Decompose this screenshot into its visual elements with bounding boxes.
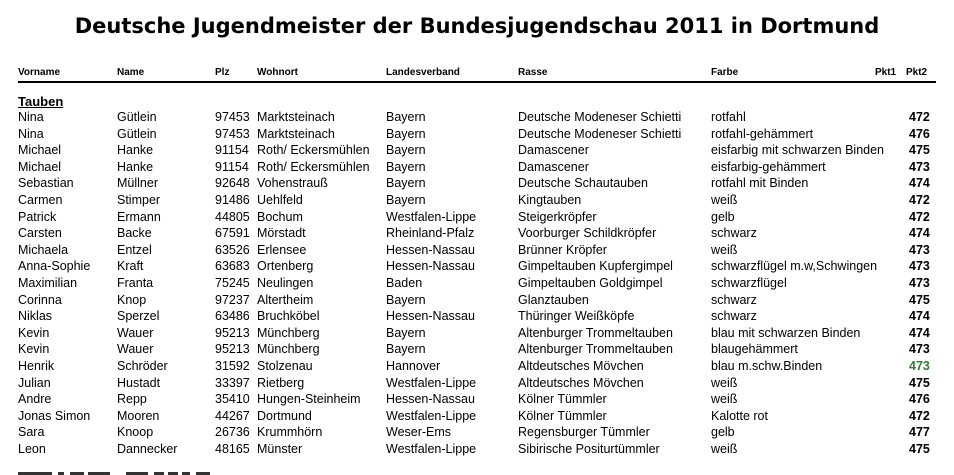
table-row — [0, 342, 954, 359]
cell-landesverband: Bayern — [386, 292, 426, 307]
cell-vorname: Andre — [18, 392, 52, 407]
cell-vorname: Nina — [18, 110, 44, 124]
cell-rasse: Deutsche Modeneser Schietti — [518, 126, 682, 141]
cell-name: Backe — [117, 226, 152, 241]
cell-plz: 97453 — [215, 126, 250, 141]
cell-vorname: Maximilian — [18, 276, 78, 290]
cell-vorname: Anna-Sophie — [18, 259, 91, 274]
cell-pkt2: 474 — [909, 226, 930, 241]
cell-vorname: Jonas Simon — [18, 408, 91, 423]
cell-vorname: Julian — [18, 375, 51, 390]
cell-pkt2: 473 — [909, 342, 930, 357]
cell-plz: 75245 — [215, 276, 250, 290]
cell-landesverband: Rheinland-Pfalz — [386, 226, 475, 241]
header-wohnort: Wohnort — [257, 67, 298, 78]
cell-landesverband: Hessen-Nassau — [386, 259, 475, 274]
cell-pkt2: 473 — [909, 359, 930, 373]
cell-farbe: eisfarbig mit schwarzen Binden — [711, 143, 884, 158]
cell-wohnort: Münchberg — [257, 325, 320, 340]
cell-rasse: Altenburger Trommeltauben — [518, 325, 673, 340]
cell-rasse: Gimpeltauben Goldgimpel — [518, 276, 663, 290]
cell-name: Wauer — [117, 325, 154, 340]
cell-vorname: Carsten — [18, 226, 62, 241]
cell-plz: 35410 — [215, 392, 250, 407]
page-title: Deutsche Jugendmeister der Bundesjugendschau 2011 in Dortmund — [74, 14, 880, 38]
cell-wohnort: Münchberg — [257, 342, 320, 357]
cell-name: Müllner — [117, 176, 158, 191]
cell-farbe: weiß — [711, 442, 738, 456]
cell-landesverband: Hessen-Nassau — [386, 242, 475, 257]
cell-name: Schröder — [117, 359, 168, 373]
cell-plz: 92648 — [215, 176, 250, 191]
cell-name: Hustadt — [117, 375, 161, 390]
cell-farbe: weiß — [711, 392, 738, 407]
cell-wohnort: Krummhörn — [257, 425, 323, 440]
table-row — [0, 160, 954, 177]
cell-plz: 31592 — [215, 359, 250, 373]
header-vorname: Vorname — [18, 67, 61, 78]
cell-rasse: Altenburger Trommeltauben — [518, 342, 673, 357]
header-farbe: Farbe — [711, 67, 739, 78]
cell-wohnort: Münster — [257, 442, 303, 456]
header-pkt1: Pkt1 — [875, 67, 897, 78]
cell-name: Gütlein — [117, 110, 157, 124]
cell-landesverband: Hessen-Nassau — [386, 309, 475, 324]
cell-name: Sperzel — [117, 309, 160, 324]
cell-pkt2: 476 — [909, 126, 930, 141]
table-row — [0, 276, 954, 293]
cell-landesverband: Bayern — [386, 126, 426, 141]
cell-rasse: Kölner Tümmler — [518, 408, 607, 423]
table-row — [0, 110, 954, 127]
cell-pkt2: 477 — [909, 425, 930, 440]
cell-name: Knop — [117, 292, 147, 307]
cell-pkt2: 474 — [909, 176, 930, 191]
cell-farbe: rotfahl — [711, 110, 746, 124]
cell-name: Kraft — [117, 259, 144, 274]
cell-rasse: Damascener — [518, 159, 589, 174]
section-title: Tauben — [18, 94, 64, 109]
cell-pkt2: 474 — [909, 325, 930, 340]
header-name: Name — [117, 67, 145, 78]
table-row — [0, 409, 954, 426]
header-divider — [18, 81, 936, 83]
cell-farbe: rotfahl mit Binden — [711, 176, 809, 191]
cell-vorname: Leon — [18, 442, 46, 456]
cell-pkt2: 475 — [909, 292, 930, 307]
cell-landesverband: Bayern — [386, 342, 426, 357]
table-row — [0, 392, 954, 409]
cell-wohnort: Neulingen — [257, 276, 314, 290]
cell-wohnort: Altertheim — [257, 292, 314, 307]
table-row — [0, 210, 954, 227]
cell-rasse: Glanztauben — [518, 292, 589, 307]
cell-farbe: blau m.schw.Binden — [711, 359, 823, 373]
cell-pkt2: 476 — [909, 392, 930, 407]
cell-rasse: Damascener — [518, 143, 589, 158]
cell-wohnort: Hungen-Steinheim — [257, 392, 361, 407]
cell-farbe: gelb — [711, 425, 735, 440]
cell-farbe: schwarz — [711, 226, 757, 241]
cell-name: Franta — [117, 276, 154, 290]
cell-pkt2: 473 — [909, 276, 930, 290]
cell-pkt2: 472 — [909, 193, 930, 207]
cell-plz: 97237 — [215, 292, 250, 307]
table-row — [0, 326, 954, 343]
cell-landesverband: Baden — [386, 276, 423, 290]
table-row — [0, 143, 954, 160]
cell-rasse: Gimpeltauben Kupfergimpel — [518, 259, 673, 274]
cell-rasse: Altdeutsches Mövchen — [518, 375, 644, 390]
cell-farbe: blau mit schwarzen Binden — [711, 325, 861, 340]
table-row — [0, 293, 954, 310]
table-row — [0, 193, 954, 210]
cell-name: Stimper — [117, 193, 161, 207]
cell-landesverband: Westfalen-Lippe — [386, 408, 477, 423]
cell-rasse: Sibirische Positurtümmler — [518, 442, 660, 456]
cell-plz: 67591 — [215, 226, 250, 241]
cell-plz: 44805 — [215, 209, 250, 224]
cell-farbe: Kalotte rot — [711, 408, 768, 423]
cell-rasse: Altdeutsches Mövchen — [518, 359, 644, 373]
table-row — [0, 243, 954, 260]
cell-landesverband: Bayern — [386, 176, 426, 191]
cell-wohnort: Marktsteinach — [257, 126, 335, 141]
cell-wohnort: Roth/ Eckersmühlen — [257, 143, 370, 158]
cell-name: Wauer — [117, 342, 154, 357]
cell-name: Hanke — [117, 143, 154, 158]
cell-name: Ermann — [117, 209, 161, 224]
cell-plz: 48165 — [215, 442, 250, 456]
cell-rasse: Steigerkröpfer — [518, 209, 597, 224]
cell-landesverband: Bayern — [386, 159, 426, 174]
header-landesverband: Landesverband — [386, 67, 460, 78]
cell-plz: 26736 — [215, 425, 250, 440]
cell-farbe: weiß — [711, 242, 738, 257]
cell-rasse: Deutsche Schautauben — [518, 176, 648, 191]
cell-farbe: weiß — [711, 193, 738, 207]
cell-rasse: Voorburger Schildkröpfer — [518, 226, 657, 241]
cell-farbe: schwarz — [711, 292, 757, 307]
cell-plz: 33397 — [215, 375, 250, 390]
table-row — [0, 176, 954, 193]
table-row — [0, 425, 954, 442]
cell-wohnort: Erlensee — [257, 242, 307, 257]
cell-plz: 63526 — [215, 242, 250, 257]
cell-landesverband: Westfalen-Lippe — [386, 375, 477, 390]
cell-pkt2: 472 — [909, 110, 930, 124]
cell-wohnort: Ortenberg — [257, 259, 314, 274]
cell-plz: 44267 — [215, 408, 250, 423]
cell-vorname: Carmen — [18, 193, 63, 207]
cell-rasse: Regensburger Tümmler — [518, 425, 650, 440]
cut-off-text-fragment — [18, 466, 218, 475]
cell-pkt2: 472 — [909, 408, 930, 423]
cell-vorname: Nina — [18, 126, 44, 141]
cell-rasse: Deutsche Modeneser Schietti — [518, 110, 682, 124]
cell-landesverband: Weser-Ems — [386, 425, 452, 440]
cell-wohnort: Rietberg — [257, 375, 305, 390]
cell-plz: 95213 — [215, 342, 250, 357]
cell-landesverband: Bayern — [386, 193, 426, 207]
cell-landesverband: Hannover — [386, 359, 441, 373]
table-row — [0, 226, 954, 243]
cell-farbe: weiß — [711, 375, 738, 390]
cell-name: Gütlein — [117, 126, 157, 141]
cell-pkt2: 473 — [909, 259, 930, 274]
cell-pkt2: 475 — [909, 375, 930, 390]
cell-landesverband: Bayern — [386, 325, 426, 340]
cell-name: Hanke — [117, 159, 154, 174]
cell-plz: 95213 — [215, 325, 250, 340]
header-plz: Plz — [215, 67, 230, 78]
cell-landesverband: Westfalen-Lippe — [386, 442, 477, 456]
cell-wohnort: Stolzenau — [257, 359, 313, 373]
cell-landesverband: Westfalen-Lippe — [386, 209, 477, 224]
cell-farbe: schwarz — [711, 309, 757, 324]
cell-rasse: Thüringer Weißköpfe — [518, 309, 635, 324]
cell-plz: 91154 — [215, 143, 249, 158]
cell-plz: 91486 — [215, 193, 250, 207]
cell-vorname: Michaela — [18, 242, 69, 257]
cell-vorname: Sara — [18, 425, 45, 440]
cell-vorname: Sebastian — [18, 176, 74, 191]
table-row — [0, 376, 954, 393]
cell-wohnort: Vohenstrauß — [257, 176, 328, 191]
cell-name: Repp — [117, 392, 147, 407]
cell-rasse: Brünner Kröpfer — [518, 242, 607, 257]
cell-vorname: Michael — [18, 159, 62, 174]
cell-pkt2: 475 — [909, 442, 930, 456]
cell-pkt2: 474 — [909, 309, 930, 324]
cell-wohnort: Uehlfeld — [257, 193, 303, 207]
cell-landesverband: Hessen-Nassau — [386, 392, 475, 407]
cell-pkt2: 473 — [909, 159, 930, 174]
cell-pkt2: 473 — [909, 242, 930, 257]
cell-plz: 63486 — [215, 309, 250, 324]
cell-vorname: Michael — [18, 143, 62, 158]
cell-wohnort: Roth/ Eckersmühlen — [257, 159, 370, 174]
table-row — [0, 359, 954, 376]
cell-rasse: Kingtauben — [518, 193, 582, 207]
header-rasse: Rasse — [518, 67, 548, 78]
cell-farbe: schwarzflügel m.w,Schwingen — [711, 259, 878, 274]
cell-name: Dannecker — [117, 442, 178, 456]
cell-vorname: Kevin — [18, 325, 50, 340]
cell-wohnort: Dortmund — [257, 408, 312, 423]
cell-farbe: eisfarbig-gehämmert — [711, 159, 826, 174]
cell-wohnort: Marktsteinach — [257, 110, 335, 124]
cell-name: Knoop — [117, 425, 154, 440]
cell-plz: 91154 — [215, 159, 249, 174]
cell-farbe: blaugehämmert — [711, 342, 798, 357]
cell-vorname: Niklas — [18, 309, 53, 324]
cell-plz: 63683 — [215, 259, 250, 274]
cell-vorname: Kevin — [18, 342, 50, 357]
cell-wohnort: Bruchköbel — [257, 309, 320, 324]
table-row — [0, 442, 954, 459]
cell-vorname: Henrik — [18, 359, 55, 373]
table-row — [0, 127, 954, 144]
cell-landesverband: Bayern — [386, 110, 426, 124]
cell-vorname: Corinna — [18, 292, 62, 307]
table-row — [0, 259, 954, 276]
cell-farbe: gelb — [711, 209, 735, 224]
cell-plz: 97453 — [215, 110, 250, 124]
cell-rasse: Kölner Tümmler — [518, 392, 607, 407]
table-row — [0, 309, 954, 326]
cell-farbe: rotfahl-gehämmert — [711, 126, 814, 141]
cell-landesverband: Bayern — [386, 143, 426, 158]
cell-name: Mooren — [117, 408, 160, 423]
header-pkt2: Pkt2 — [906, 67, 928, 78]
cell-vorname: Patrick — [18, 209, 57, 224]
cell-farbe: schwarzflügel — [711, 276, 787, 290]
cell-wohnort: Bochum — [257, 209, 303, 224]
cell-pkt2: 472 — [909, 209, 930, 224]
cell-name: Entzel — [117, 242, 152, 257]
cell-wohnort: Mörstadt — [257, 226, 306, 241]
cell-pkt2: 475 — [909, 143, 930, 158]
